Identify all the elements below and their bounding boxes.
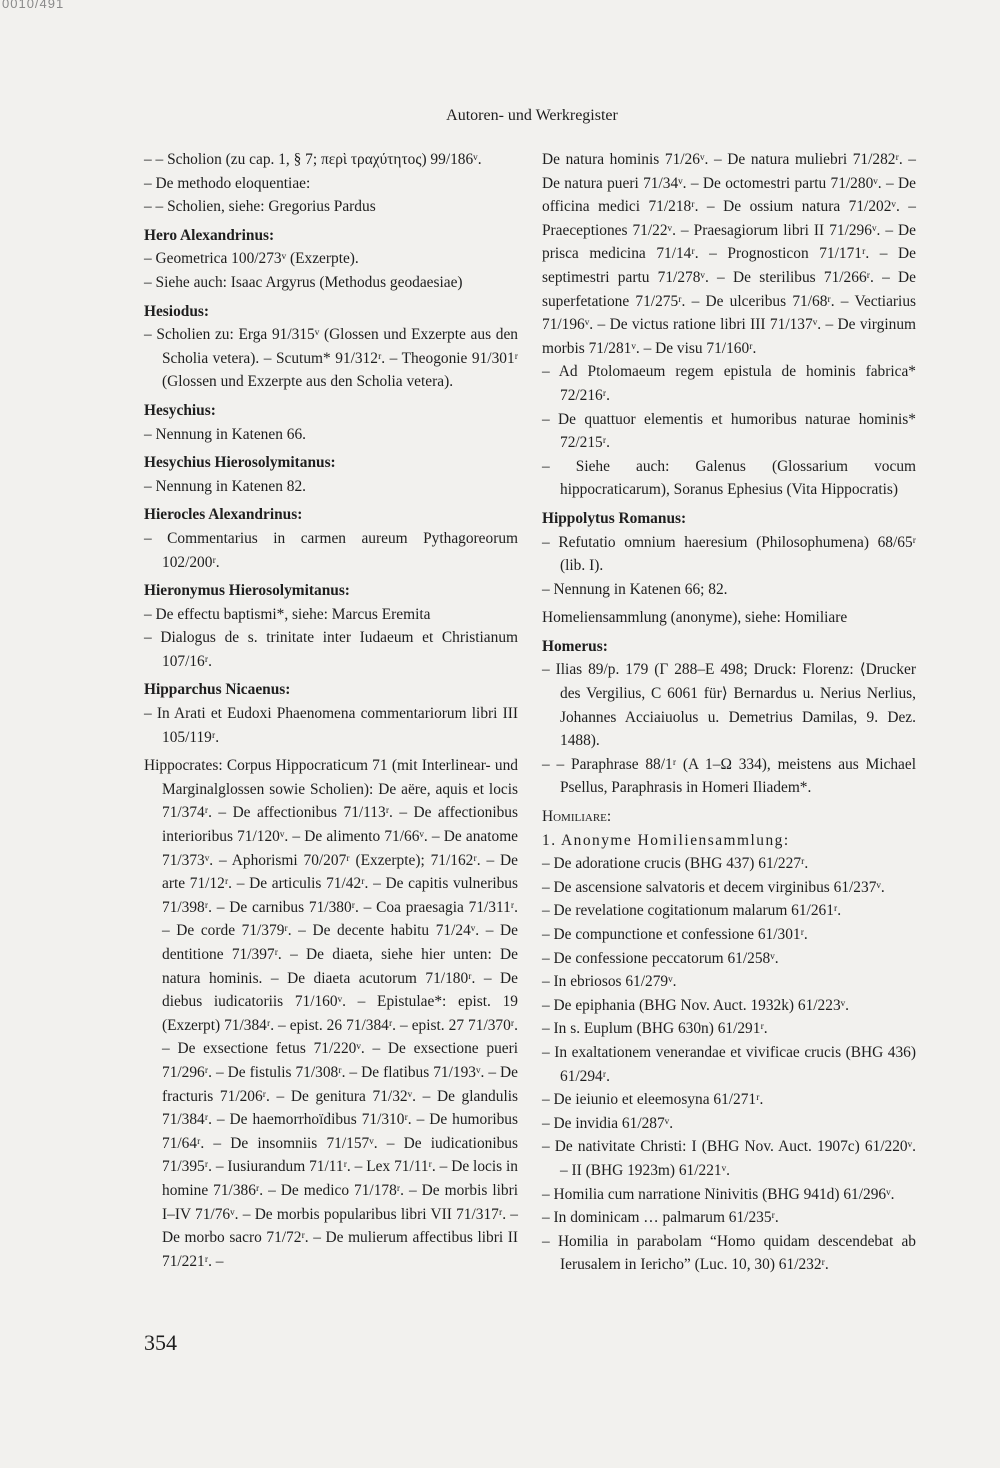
index-entry: – Dialogus de s. trinitate inter Iudaeum et Christianum 107/16ʳ. xyxy=(144,629,518,670)
index-entry: – In ebriosos 61/279ᵛ. xyxy=(542,973,677,991)
index-entry-continued: De natura hominis 71/26ᵛ. – De natura muliebri 71/282ʳ. – De natura pueri 71/34ᵛ. – De octomestri partu 71/280ᵛ. – De officina medici 71/218ʳ. – De ossium natura 71/202ᵛ. – Praeceptiones 71/22ᵛ. – Praesagiorum libri II 71/296ᵛ. – De prisca medicina 71/14ʳ. – Prognosticon 71/171ʳ. – De septimestri partu 71/278ᵛ. – De sterilibus 71/266ʳ. – De superfetatione 71/275ʳ. – De ulceribus 71/68ʳ. – Vectiarius 71/196ᵛ. – De victus ratione libri III 71/137ᵛ. – De virginum morbis 71/281ᵛ. – De visu 71/160ʳ. xyxy=(542,151,916,357)
index-entry: – Ilias 89/p. 179 (Γ 288–Ε 498; Druck: Florenz: ⟨Drucker des Vergilius, C 6061 für⟩ Bernardus u. Nerius Nerlius, Johannes Acciaiuolus u. Demetrius Damilas, 9. Dez. 1488). xyxy=(542,661,916,750)
index-entry: – De nativitate Christi: I (BHG Nov. Auct. 1907c) 61/220ᵛ. – II (BHG 1923m) 61/221ᵛ. xyxy=(542,1138,916,1179)
index-entry: – De confessione peccatorum 61/258ᵛ. xyxy=(542,949,779,967)
index-cross-reference: Homeliensammlung (anonyme), siehe: Homiliare xyxy=(542,609,848,627)
scan-identifier: 0010/491 xyxy=(2,0,65,11)
running-head: Autoren- und Werkregister xyxy=(446,107,618,124)
left-column xyxy=(144,148,518,1273)
index-entry: – In dominicam … palmarum 61/235ʳ. xyxy=(542,1209,779,1227)
index-entry: – Geometrica 100/273ᵛ (Exzerpte). xyxy=(144,250,359,268)
index-heading: Hesychius Hierosolymitanus: xyxy=(144,454,336,472)
index-entry: – De invidia 61/287ᵛ. xyxy=(542,1114,674,1132)
index-entry: – – Scholion (zu cap. 1, § 7; περὶ τραχύτητος) 99/186ᵛ. xyxy=(144,151,482,168)
index-entry: – De ieiunio et eleemosyna 61/271ʳ. xyxy=(542,1091,764,1109)
index-entry: – De ascensione salvatoris et decem virginibus 61/237ᵛ. xyxy=(542,878,885,896)
index-heading: Hipparchus Nicaenus: xyxy=(144,681,291,699)
index-heading-homiliare: Homiliare: xyxy=(542,808,612,826)
index-entry: – De compunctione et confessione 61/301ʳ. xyxy=(542,926,808,943)
index-entry: – In Arati et Eudoxi Phaenomena commentariorum libri III 105/119ʳ. xyxy=(144,705,518,746)
index-entry: – Homilia cum narratione Ninivitis (BHG 941d) 61/296ᵛ. xyxy=(542,1185,895,1203)
index-entry: – Nennung in Katenen 66; 82. xyxy=(542,580,728,598)
index-entry: – Refutatio omnium haeresium (Philosophumena) 68/65ʳ (lib. I). xyxy=(542,533,916,575)
index-entry: – – Paraphrase 88/1ʳ (Α 1–Ω 334), meistens aus Michael Psellus, Paraphrasis in Homeri Iliadem*. xyxy=(542,755,916,797)
index-entry: – Nennung in Katenen 82. xyxy=(144,477,306,495)
index-heading: Hero Alexandrinus: xyxy=(144,226,275,244)
index-heading: Hierocles Alexandrinus: xyxy=(144,506,303,524)
index-entry: – Nennung in Katenen 66. xyxy=(144,425,306,443)
index-entry: – – Scholien, siehe: Gregorius Pardus xyxy=(144,198,376,216)
index-entry: – Scholien zu: Erga 91/315ᵛ (Glossen und Exzerpte aus den Scholia vetera). – Scutum* 91/312ʳ. – Theogonie 91/301ʳ (Glossen und Exzerpte aus den Scholia vetera). xyxy=(144,326,518,391)
index-entry: – In s. Euplum (BHG 630n) 61/291ʳ. xyxy=(542,1020,768,1038)
index-heading: Hesiodus: xyxy=(144,302,209,320)
index-entry-hippocrates: Hippocrates: Corpus Hippocraticum 71 (mit Interlinear- und Marginalglossen sowie Scholien): De aëre, aquis et locis 71/374ʳ. – De affectionibus 71/113ʳ. – De affectionibus interioribus 71/120ᵛ. – De alimento 71/66ᵛ. – De anatome 71/373ᵛ. – Aphorismi 70/207ʳ (Exzerpte); 71/162ʳ. – De arte 71/12ʳ. – De articulis 71/42ʳ. – De capitis vulneribus 71/398ʳ. – De carnibus 71/380ʳ. – Coa praesagia 71/311ʳ. – De corde 71/379ʳ. – De decente habitu 71/24ᵛ. – De dentitione 71/397ʳ. – De diaeta, siehe hier unten: De natura hominis. – De diaeta acutorum 71/180ʳ. – De diebus iudicatoriis 71/160ᵛ. – Epistulae*: epist. 19 (Exzerpt) 71/384ʳ. – epist. 26 71/384ʳ. – epist. 27 71/370ʳ. – De exsectione fetus 71/220ᵛ. – De exsectione pueri 71/296ʳ. – De fistulis 71/308ʳ. – De flatibus 71/193ᵛ. – De fracturis 71/206ʳ. – De genitura 71/32ᵛ. – De glandulis 71/384ʳ. – De haemorrhoïdibus 71/310ʳ. – De humoribus 71/64ʳ. – De insomniis 71/157ᵛ. – De iudicationibus 71/395ʳ. – Iusiurandum 71/11ʳ. – Lex 71/11ʳ. – De locis in homine 71/386ʳ. – De medico 71/178ʳ. – De morbis libri I–IV 71/76ᵛ. – De morbis popularibus libri VII 71/317ʳ. – De morbo sacro 71/72ʳ. – De mulierum affectibus libri II 71/221ʳ. – xyxy=(144,757,518,1270)
index-subheading: 1. Anonyme Homiliensammlung: xyxy=(542,831,790,849)
index-heading: Homerus: xyxy=(542,637,608,655)
index-entry: – De methodo eloquentiae: xyxy=(144,174,311,192)
index-entry: – De revelatione cogitationum malarum 61/261ʳ. xyxy=(542,902,842,920)
index-entry: – In exaltationem venerandae et vivificae crucis (BHG 436) 61/294ʳ. xyxy=(542,1043,916,1085)
index-entry: – Homilia in parabolam “Homo quidam descendebat ab Ierusalem in Iericho” (Luc. 10, 30) 61/232ʳ. xyxy=(542,1232,916,1274)
index-heading: Hippolytus Romanus: xyxy=(542,509,687,527)
index-entry: – De epiphania (BHG Nov. Auct. 1932k) 61/223ᵛ. xyxy=(542,996,850,1014)
index-entry: – De effectu baptismi*, siehe: Marcus Eremita xyxy=(144,605,431,623)
index-entry: – Siehe auch: Isaac Argyrus (Methodus geodaesiae) xyxy=(144,273,463,291)
index-entry: – Siehe auch: Galenus (Glossarium vocum hippocraticarum), Soranus Ephesius (Vita Hippocratis) xyxy=(542,457,916,499)
index-heading: Hieronymus Hierosolymitanus: xyxy=(144,582,350,600)
index-heading: Hesychius: xyxy=(144,401,216,419)
index-entry: – Commentarius in carmen aureum Pythagoreorum 102/200ʳ. xyxy=(144,529,518,571)
right-column xyxy=(542,148,916,1277)
index-entry: – De adoratione crucis (BHG 437) 61/227ʳ. xyxy=(542,855,809,873)
page-number: 354 xyxy=(144,1330,177,1355)
index-entry: – De quattuor elementis et humoribus naturae hominis* 72/215ʳ. xyxy=(542,410,916,452)
index-entry: – Ad Ptolomaeum regem epistula de hominis fabrica* 72/216ʳ. xyxy=(542,363,916,404)
